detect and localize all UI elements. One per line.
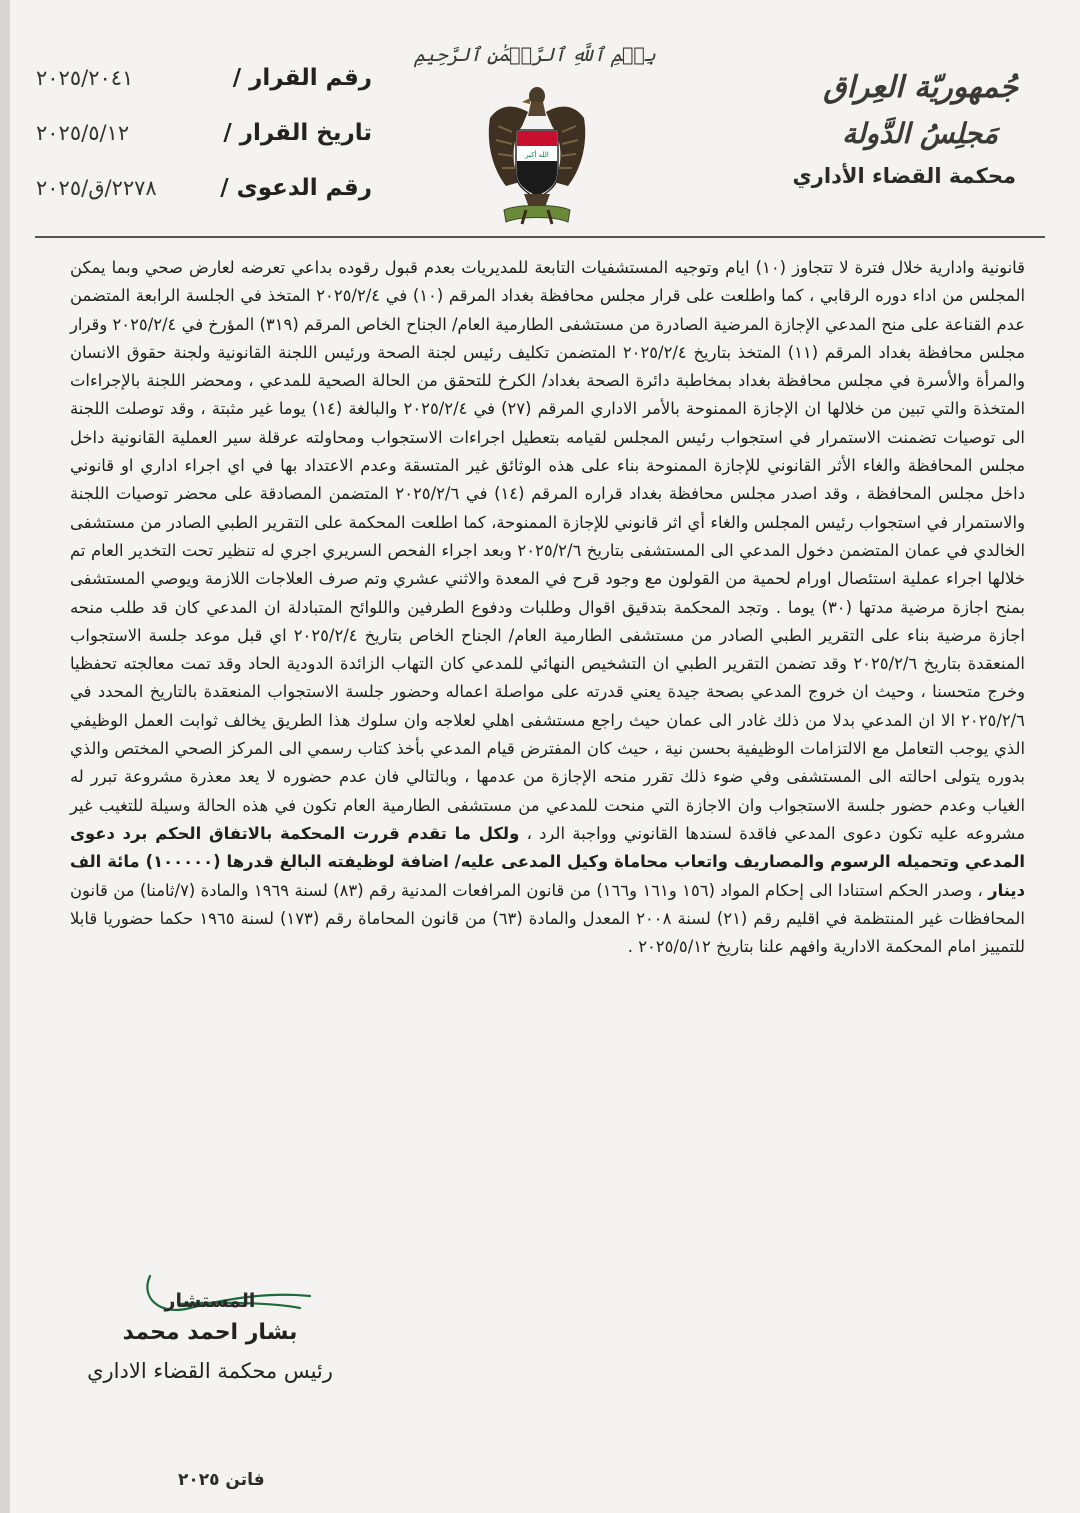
decision-info (36, 50, 372, 215)
signatory-position: رئيس محكمة القضاء الاداري (87, 1359, 333, 1383)
scan-edge (0, 0, 10, 1513)
reasoning-text: قانونية وادارية خلال فترة لا تتجاوز (١٠) ايام وتوجيه المستشفيات التابعة للمديريات بعدم قبول رقوده بداعي تعرضه لعارض صحي وبما يمكن المجلس من اداء دوره الرقابي ، كما واطلعت على قرار مجلس محافظة بغداد المرقم (١٠) في ٢٠٢٥/٢/٤ المتخذ في الجلسة الرابعة المتضمن عدم القناعة على منح المدعي الإجازة المرضية الصادرة من مستشفى الطارمية العام/ الجناح الخاص المرقم (٣١٩) المؤرخ في ٢٠٢٥/٢/٤ وقرار مجلس محافظة بغداد المرقم (١١) المتخذ بتاريخ ٢٠٢٥/٢/٤ المتضمن تكليف رئيس لجنة الصحة ورئيس اللجنة القانونية ولجنة حقوق الانسان والمرأة والأسرة في مجلس محافظة بغداد بمخاطبة دائرة الصحة بغداد/ الكرخ للتحقق من الحالة الصحية للمدعي ، ومحضر اللجنة بالإجراءات المتخذة والتي تبين من خلالها ان الإجازة الممنوحة بالأمر الاداري المرقم (٢٧) في ٢٠٢٥/٢/٤ والبالغة (١٤) يوما غير مثبتة ، وقد توصلت اللجنة الى توصيات تضمنت الاستمرار في استجواب رئيس المجلس لقيامه بتعطيل اجراءات الاستجواب ومحاولته عرقلة سير العملية القانونية داخل مجلس المحافظة والغاء الأثر القانوني للإجازة الممنوحة بناء على هذه الوثائق غير المتسقة وعدم الاعتداد بها في اي اجراء اداري او قانوني داخل مجلس المحافظة ، وقد اصدر مجلس محافظة بغداد قراره المرقم (١٤) في ٢٠٢٥/٢/٦ المتضمن المصادقة على محضر توصيات اللجنة والاستمرار في استجواب رئيس المجلس والغاء أي اثر قانوني للإجازة الممنوحة، كما اطلعت المحكمة على التقرير الطبي الصادر من مستشفى الخالدي في عمان المتضمن دخول المدعي الى المستشفى بتاريخ ٢٠٢٥/٢/٦ وبعد اجراء الفحص السريري اجري له تنظير تحت التخدير العام تم خلالها اجراء عملية استئصال اورام لحمية من القولون مع وجود قرح في المعدة والاثني عشري وتم صرف العلاجات اللازمة ويوصي المستشفى بمنح اجازة مرضية مدتها (٣٠) يوما . وتجد المحكمة بتدقيق اقوال وطلبات ودفوع الطرفين واللوائح المتبادلة ان المدعي كان قد طلب منحه اجازة مرضية بناء على التقرير الطبي الصادر من مستشفى الطارمية العام/ الجناح الخاص بتاريخ ٢٠٢٥/٢/٤ اي قبل موعد جلسة الاستجواب المنعقدة بتاريخ ٢٠٢٥/٢/٦ وقد تضمن التقرير الطبي ان التشخيص النهائي للمدعي كان التهاب الزائدة الدودية الحاد وقد تمت معالجته تحفظيا وخرج متحسنا ، وحيث ان خروج المدعي بصحة جيدة يعني قدرته على مواصلة اعماله وحضور جلسة الاستجواب المنعقدة بالتاريخ المحدد في ٢٠٢٥/٢/٦ الا ان المدعي بدلا من ذلك غادر الى عمان حيث راجع مستشفى اهلي لعلاجه وان سلوك هذا الطريق يخالف ثوابت العمل الوظيفي الذي يوجب التعامل مع الالتزامات الوظيفية بحسن نية ، حيث كان المفترض قيام المدعي بأخذ كتاب رسمي الى المركز الصحي المختص والذي بدوره يتولى احالته الى المستشفى وفي ضوء ذلك تقرر منحه الإجازة من عدمها ، وبالتالي فان عدم حضوره لا يعد معذرة مشروعة تبرر له الغياب وعدم حضور جلسة الاستجواب وان الاجازة التي منحت للمدعي من مستشفى الطارمية العام تكون في هذه الحالة وسيلة للتغيب غير مشروعه عليه تكون دعوى المدعي فاقدة لسندها القانوني وواجبة الرد ، (70, 258, 1026, 843)
institution-header (793, 70, 1018, 188)
court-name: محكمة القضاء الأداري (792, 164, 1016, 188)
judgment-body (70, 254, 1025, 961)
decision-date-row (36, 105, 372, 160)
header-divider (35, 236, 1045, 238)
closing-text: ، وصدر الحكم استنادا الى إحكام المواد (١٥٦ و١٦١ و١٦٦) من قانون المرافعات المدنية رقم (٨٣) لسنة ١٩٦٩ والمادة (٧/ثامنا) من قانون المحافظات غير المنتظمة في اقليم رقم (٢١) لسنة ٢٠٠٨ المعدل والمادة (٦٣) من قانون المحاماة رقم (١٧٣) لسنة ١٩٦٥ حكما حضوريا قابلا للتمييز امام المحكمة الادارية وافهم علنا بتاريخ ٢٠٢٥/٥/١٢ . (70, 880, 1025, 957)
signatory-title: المستشار (164, 1290, 256, 1312)
signature-block (40, 1290, 380, 1383)
republic-name: جُمهوريّة العِراق (823, 70, 1018, 105)
decision-date-value: ٢٠٢٥/٥/١٢ (36, 120, 130, 145)
signatory-name: بشار احمد محمد (122, 1320, 298, 1345)
emblem-takbir: الله أكبر (525, 151, 549, 159)
ruling-text: ولكل ما تقدم قررت المحكمة بالاتفاق الحكم برد دعوى المدعي وتحميله الرسوم والمصاريف واتعاب محاماة وكيل المدعى عليه/ اضافة لوظيفته البالغ قدرها (١٠٠٠٠٠) مائة الف دينار (70, 823, 1025, 900)
decision-number-value: ٢٠٢٥/٢٠٤١ (36, 65, 134, 90)
council-name: مَجلِسُ الدَّولة (842, 117, 998, 150)
judgment-paragraph (70, 254, 1025, 961)
case-number-value: ٢٢٧٨/ق/٢٠٢٥ (36, 175, 157, 200)
iraq-eagle-emblem-icon (478, 82, 596, 232)
decision-date-label: تاريخ القرار / (223, 119, 372, 146)
case-number-row (36, 160, 372, 215)
case-number-label: رقم الدعوى / (220, 174, 372, 201)
decision-number-row (36, 50, 372, 105)
decision-number-label: رقم القرار / (232, 64, 372, 91)
typist-note: فاتن ٢٠٢٥ (178, 1470, 265, 1490)
basmala: بِسۡمِ ٱللَّهِ ٱلرَّحۡمَٰنِ ٱلرَّحِيمِ (414, 44, 656, 66)
